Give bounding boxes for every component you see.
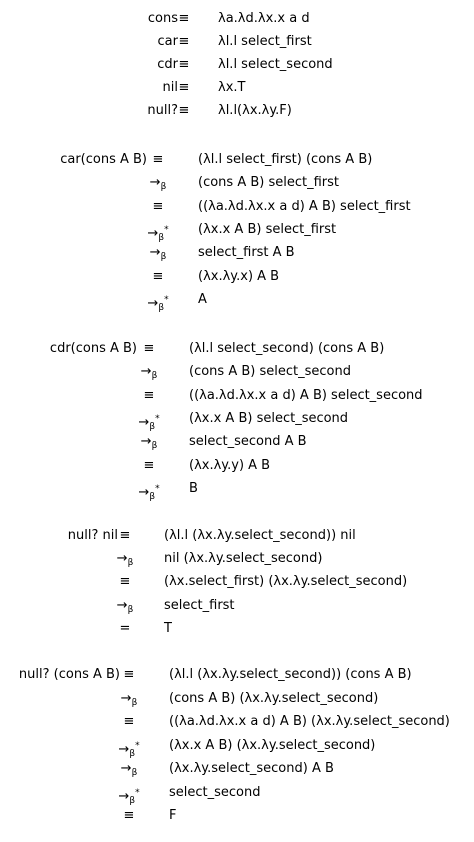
relation-symbol: $\to_\beta^*$ <box>118 787 140 806</box>
equation-rhs: (cons A B) select_first <box>198 175 339 191</box>
equation-rhs: λl.l select_second <box>218 57 333 72</box>
definitions-row <box>0 54 474 76</box>
equation-rhs: (λl.l (λx.λy.select_second)) (cons A B) <box>169 667 412 682</box>
equation-rhs: (λx.x A B) select_first <box>198 221 337 237</box>
relation-symbol: ≡ <box>123 808 135 823</box>
car-block-row <box>0 266 474 288</box>
relation-symbol: ≡ <box>178 11 190 26</box>
equation-lhs: car(cons A B) <box>60 152 147 167</box>
equation-lhs: null? <box>147 103 178 118</box>
equation-rhs: λa.λd.λx.x a d <box>218 11 310 26</box>
relation-symbol: ≡ <box>119 528 131 543</box>
relation-symbol: ≡ <box>152 198 164 214</box>
null-cons-block-row <box>0 735 474 757</box>
relation-symbol: $\to_\beta$ <box>116 551 134 569</box>
equation-rhs: T <box>164 620 172 636</box>
car-block-row <box>0 196 474 218</box>
equation-lhs: cons <box>147 11 178 26</box>
cdr-block-row <box>0 338 474 360</box>
cdr-block-row <box>0 408 474 430</box>
equation-rhs: (λx.λy.select_second) A B <box>169 761 334 776</box>
equation-rhs: (cons A B) select_second <box>189 364 351 380</box>
null-cons-block-row <box>0 782 474 804</box>
relation-symbol: ≡ <box>178 34 190 49</box>
relation-symbol: ≡ <box>143 457 155 473</box>
relation-symbol: ≡ <box>178 80 190 95</box>
null-nil-block-row <box>0 595 474 617</box>
relation-symbol: ≡ <box>143 387 155 403</box>
equation-rhs: nil (λx.λy.select_second) <box>164 551 323 567</box>
equation-rhs: (λl.l (λx.λy.select_second)) nil <box>164 528 356 543</box>
relation-symbol: $\to_\beta$ <box>140 434 158 452</box>
car-block-row <box>0 289 474 311</box>
relation-symbol: $\to_\beta^*$ <box>138 483 160 502</box>
equation-rhs: (λl.l select_first) (cons A B) <box>198 152 373 167</box>
equation-rhs: ((λa.λd.λx.x a d) A B) select_second <box>189 387 423 403</box>
relation-symbol: $\to_\beta$ <box>149 175 167 193</box>
definitions-row <box>0 100 474 122</box>
equation-lhs: null? nil <box>67 528 118 543</box>
equation-rhs: λx.T <box>218 80 246 95</box>
equation-lhs: car <box>157 34 178 49</box>
equation-rhs: (λx.λy.y) A B <box>189 457 271 473</box>
equation-rhs: λl.l(λx.λy.F) <box>218 103 292 118</box>
null-cons-block-row <box>0 688 474 710</box>
null-cons-block-row <box>0 664 474 686</box>
relation-symbol: ≡ <box>143 341 155 356</box>
equation-rhs: select_second A B <box>189 434 307 450</box>
equation-rhs: (λx.x A B) (λx.λy.select_second) <box>169 737 376 753</box>
relation-symbol: = <box>119 620 131 636</box>
equation-lhs: nil <box>162 80 178 95</box>
equation-rhs: ((λa.λd.λx.x a d) A B) select_first <box>198 198 411 214</box>
car-block-row <box>0 149 474 171</box>
equation-lhs: null? (cons A B) <box>18 667 120 682</box>
equation-lhs: cdr <box>157 57 178 72</box>
equation-rhs: B <box>189 480 198 496</box>
cdr-block-row <box>0 385 474 407</box>
cdr-block-row <box>0 478 474 500</box>
null-cons-block-row <box>0 758 474 780</box>
null-nil-block-row <box>0 548 474 570</box>
relation-symbol: $\to_\beta$ <box>120 761 138 778</box>
relation-symbol: ≡ <box>178 103 190 118</box>
equation-rhs: select_first A B <box>198 245 295 261</box>
definitions-row <box>0 8 474 30</box>
equation-rhs: (λx.λy.x) A B <box>198 268 280 284</box>
definitions-row <box>0 31 474 53</box>
equation-rhs: (λx.select_first) (λx.λy.select_second) <box>164 574 408 590</box>
equation-rhs: A <box>198 291 207 307</box>
relation-symbol: ≡ <box>123 667 135 682</box>
null-cons-block-row <box>0 711 474 733</box>
relation-symbol: $\to_\beta$ <box>116 597 134 615</box>
relation-symbol: ≡ <box>152 268 164 284</box>
equation-rhs: (cons A B) (λx.λy.select_second) <box>169 690 379 706</box>
relation-symbol: $\to_\beta$ <box>120 690 138 708</box>
cdr-block-row <box>0 361 474 383</box>
equation-rhs: select_second <box>169 784 261 800</box>
null-nil-block-row <box>0 571 474 593</box>
relation-symbol: $\to_\beta^*$ <box>118 740 140 759</box>
relation-symbol: $\to_\beta^*$ <box>147 294 169 313</box>
equation-rhs: select_first <box>164 597 235 613</box>
relation-symbol: $\to_\beta^*$ <box>138 413 160 432</box>
relation-symbol: ≡ <box>123 714 135 729</box>
relation-symbol: ≡ <box>178 57 190 72</box>
equation-lhs: cdr(cons A B) <box>49 341 137 356</box>
car-block-row <box>0 219 474 241</box>
equation-rhs: λl.l select_first <box>218 34 312 49</box>
relation-symbol: ≡ <box>152 152 164 167</box>
definitions-row <box>0 77 474 99</box>
relation-symbol: $\to_\beta^*$ <box>147 224 169 243</box>
equation-rhs: ((λa.λd.λx.x a d) A B) (λx.λy.select_second) <box>169 714 450 729</box>
relation-symbol: ≡ <box>119 574 131 590</box>
null-nil-block-row <box>0 525 474 547</box>
null-cons-block-row <box>0 805 474 827</box>
relation-symbol: $\to_\beta$ <box>140 364 158 382</box>
null-nil-block-row <box>0 618 474 640</box>
cdr-block-row <box>0 431 474 453</box>
car-block-row <box>0 242 474 264</box>
equation-rhs: (λl.l select_second) (cons A B) <box>189 341 385 356</box>
car-block-row <box>0 172 474 194</box>
cdr-block-row <box>0 455 474 477</box>
equation-rhs: F <box>169 808 177 823</box>
relation-symbol: $\to_\beta$ <box>149 245 167 263</box>
equation-rhs: (λx.x A B) select_second <box>189 410 349 426</box>
